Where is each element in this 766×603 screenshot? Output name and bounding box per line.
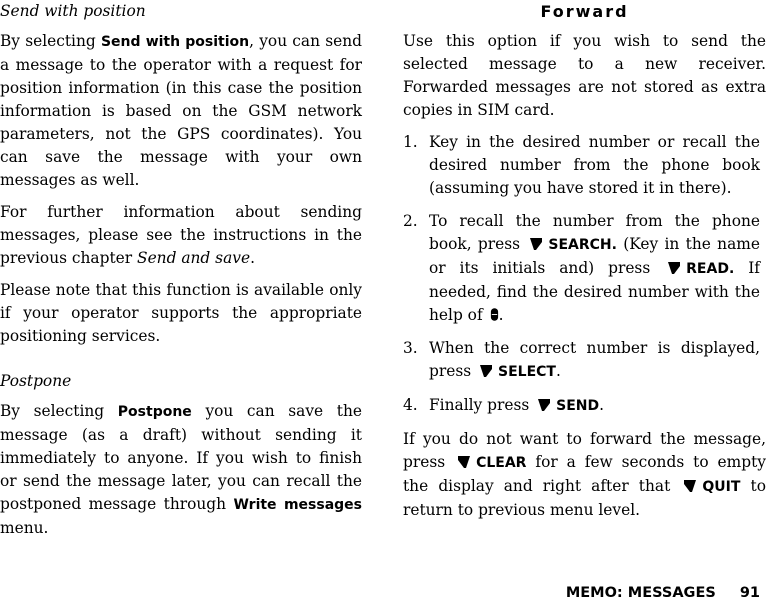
text: (Key in the name or its initials and) press	[429, 235, 760, 277]
list-item	[403, 337, 766, 384]
list-item	[403, 210, 766, 327]
menu-option-postpone: Postpone	[117, 404, 192, 420]
paragraph	[0, 201, 362, 270]
paragraph	[0, 400, 362, 540]
paragraph	[0, 30, 362, 192]
step-number: 3.	[403, 339, 418, 357]
key-label-clear: CLEAR	[476, 455, 527, 471]
left-column	[0, 0, 362, 549]
text: By selecting	[0, 32, 96, 50]
list-item	[403, 131, 766, 200]
text: When the correct number is displayed, press	[429, 339, 760, 380]
left-softkey-icon	[479, 364, 493, 378]
text: For further information about sending messages, please see the instructions in the previous chapter	[0, 203, 362, 267]
text: Finally press	[429, 396, 530, 414]
section-title-send-with-position: Send with position	[0, 2, 146, 20]
list-item	[403, 394, 766, 418]
text: If needed, find the desired number with the help of	[429, 259, 760, 324]
step-number: 4.	[403, 396, 418, 414]
page-footer	[566, 583, 760, 603]
right-softkey-icon	[457, 455, 471, 469]
key-label-read: READ.	[686, 261, 735, 277]
left-softkey-icon	[537, 398, 551, 412]
footer-section-title: MEMO: MESSAGES	[565, 585, 716, 601]
step-number: 1.	[403, 133, 418, 151]
text: menu.	[0, 519, 49, 537]
text: To recall the number from the phone book, press	[429, 212, 760, 253]
paragraph: Use this option if you wish to send the selected message to a new receiver. Forwarded messages are not stored as extra copies in SIM card.	[403, 32, 766, 119]
text: to return to previous menu level.	[403, 477, 766, 519]
key-label-send: SEND	[556, 398, 600, 414]
key-label-quit: QUIT	[702, 479, 741, 495]
text: .	[498, 306, 504, 324]
scroll-key-icon	[490, 307, 499, 322]
paragraph: Please note that this function is available only if your operator supports the appropriate positioning services.	[0, 281, 362, 345]
section-title-postpone: Postpone	[0, 372, 72, 390]
text: By selecting	[0, 402, 105, 420]
text: .	[599, 396, 605, 414]
paragraph	[403, 428, 766, 522]
page-number: 91	[739, 585, 760, 601]
left-softkey-icon	[667, 261, 681, 275]
text: .	[556, 362, 561, 380]
text: If you do not want to forward the message, press	[403, 430, 766, 471]
step-list	[403, 131, 766, 418]
right-softkey-icon	[683, 479, 697, 493]
step-number: 2.	[403, 212, 418, 230]
section-title-forward: Forward	[540, 2, 629, 21]
key-label-select: SELECT	[498, 364, 556, 380]
chapter-reference: Send and save	[137, 249, 251, 267]
text: you can save the message (as a draft) without sending it immediately to anyone. If you wish to finish or send the message later, you can recall the postponed message through	[0, 402, 362, 513]
menu-option-write-messages: Write messages	[233, 497, 362, 513]
text: , you can send a message to the operator with a request for position information (in this case the position information is based on the GSM network parameters, not the GPS coordinates). You can save the message with your own messages as well.	[0, 32, 362, 189]
text: for a few seconds to empty the display and right after that	[403, 453, 766, 495]
right-column	[403, 0, 766, 531]
key-label-search: SEARCH.	[548, 237, 617, 253]
text: Key in the desired number or recall the desired number from the phone book (assuming you have stored it in there).	[429, 133, 760, 197]
left-softkey-icon	[529, 237, 543, 251]
text: .	[250, 249, 255, 267]
menu-option-send-with-position: Send with position	[100, 34, 250, 50]
